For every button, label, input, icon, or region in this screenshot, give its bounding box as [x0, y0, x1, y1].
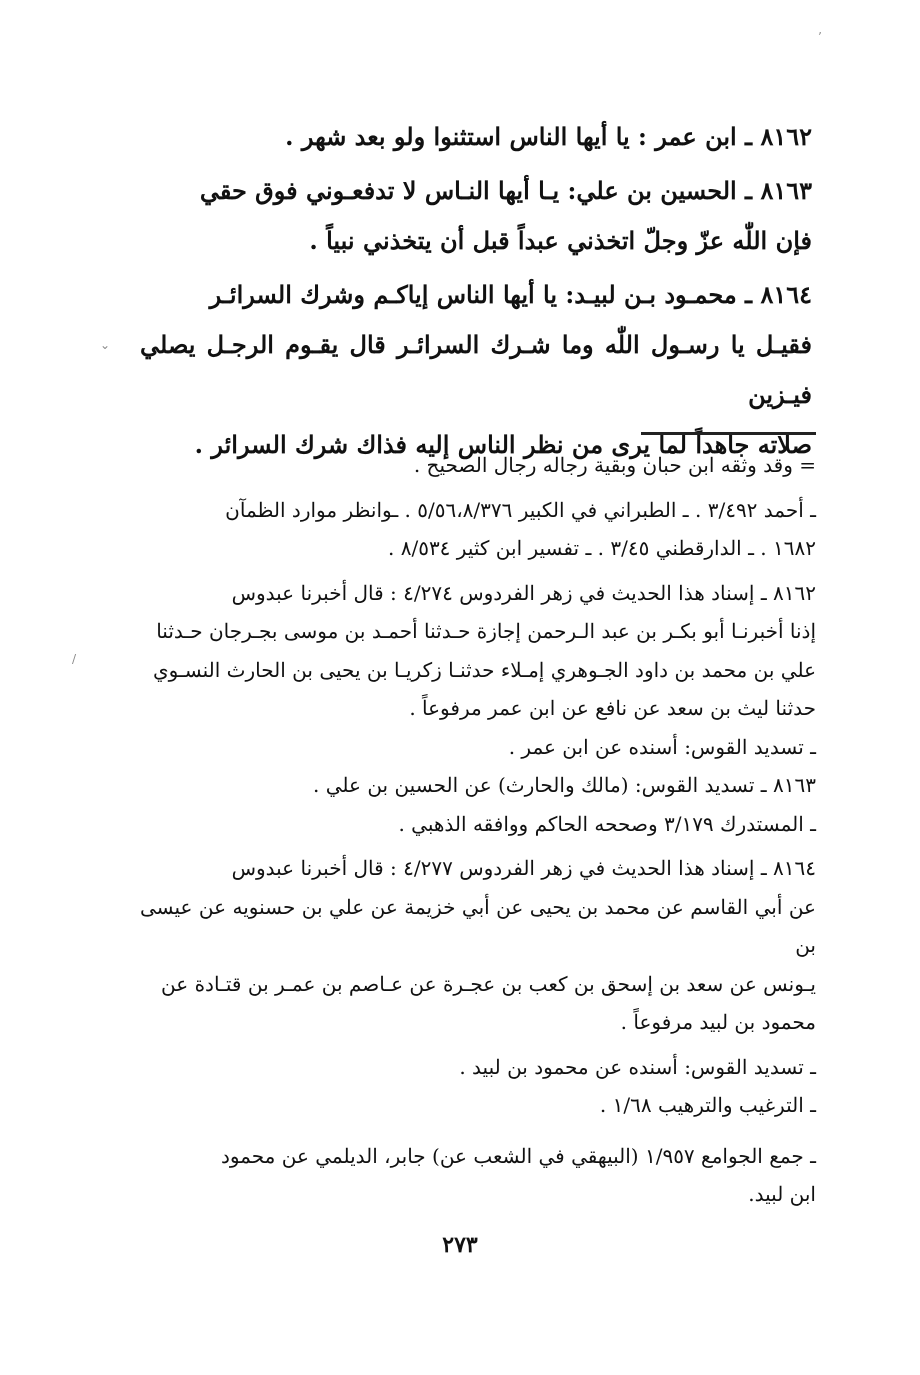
footnote-line: ٨١٦٣ ـ تسديد القوس: (مالك والحارث) عن الحسين بن علي .	[313, 773, 816, 797]
hadith-8164-line: صلاته جاهداً لما يرى من نظر الناس إليه فذاك شرك السرائر .	[194, 430, 812, 459]
footnote-line: ابن لبيد.	[748, 1182, 816, 1206]
footnote-line: ٨١٦٤ ـ إسناد هذا الحديث في زهر الفردوس ٤/٢٧٧ : قال أخبرنا عبدوس	[231, 856, 816, 880]
hadith-text	[140, 112, 812, 470]
footnote-line: ـ جمع الجوامع ١/٩٥٧ (البيهقي في الشعب عن) جابر، الديلمي عن محمود	[220, 1143, 816, 1168]
footnote-line: عن أبي القاسم عن محمد بن يحيى عن أبي خزيمة عن علي بن حسنويه عن عيسى بن	[140, 894, 816, 957]
footnote-line: ١٦٨٢ . ـ الدارقطني ٣/٤٥ . ـ تفسير ابن كثير ٨/٥٣٤ .	[388, 536, 816, 560]
footnote-line: محمود بن لبيد مرفوعاً .	[620, 1010, 816, 1034]
hadith-8164-line: فقيـل يا رسـول اللّٰه وما شـرك السرائـر قال يقـوم الرجـل يصلي فيـزين	[140, 330, 812, 409]
scan-speck: ⌄	[100, 338, 111, 352]
page-number: ٢٧٣	[442, 1232, 478, 1258]
footnote-line: ٨١٦٢ ـ إسناد هذا الحديث في زهر الفردوس ٤/٢٧٤ : قال أخبرنا عبدوس	[231, 580, 816, 605]
footnote-line: حدثنا ليث بن سعد عن نافع عن ابن عمر مرفوعاً .	[409, 696, 816, 720]
hadith-8164-line: ٨١٦٤ ـ محمـود بـن لبيـد: يا أيها الناس إياكـم وشرك السرائـر	[209, 280, 812, 309]
footnote-line: = وقد وثقه ابن حبان وبقية رجاله رجال الصحيح .	[413, 453, 816, 477]
footnotes	[140, 446, 816, 1214]
footnote-line: ـ الترغيب والترهيب ١/٦٨ .	[599, 1093, 816, 1117]
footnote-line: علي بن محمد بن داود الجـوهري إمـلاء حدثنـا زكريـا بن يحيى بن الحارث النسـوي	[152, 657, 816, 682]
scan-speck: ’	[818, 30, 822, 44]
footnote-line: ـ أحمد ٣/٤٩٢ . ـ الطبراني في الكبير ٥/٥٦،٨/٣٧٦ . ـوانظر موارد الظمآن	[225, 497, 816, 522]
footnote-line: ـ تسديد القوس: أسنده عن ابن عمر .	[508, 734, 816, 759]
hadith-8162-line: ٨١٦٢ ـ ابن عمر : يا أيها الناس استثنوا ولو بعد شهر .	[285, 122, 812, 151]
hadith-8163-line: ٨١٦٣ ـ الحسين بن علي: يـا أيها النـاس لا تدفعـوني فوق حقي	[199, 176, 812, 205]
footnote-line: يـونس عن سعد بن إسحق بن كعب بن عجـرة عن عـاصم بن عمـر بن قتـادة عن	[161, 971, 816, 996]
scan-speck: /	[72, 652, 77, 666]
footnote-line: ـ تسديد القوس: أسنده عن محمود بن لبيد .	[459, 1054, 816, 1079]
footnote-divider	[641, 432, 816, 435]
footnote-line: إذنا أخبرنـا أبو بكـر بن عبد الـرحمن إجازة حـدثنا أحمـد بن موسى بجـرجان حـدثنا	[156, 619, 816, 643]
hadith-8163-line: فإن اللّٰه عزّ وجلّ اتخذني عبداً قبل أن يتخذني نبياً .	[309, 226, 812, 255]
footnote-line: ـ المستدرك ٣/١٧٩ وصححه الحاكم ووافقه الذهبي .	[398, 811, 816, 836]
